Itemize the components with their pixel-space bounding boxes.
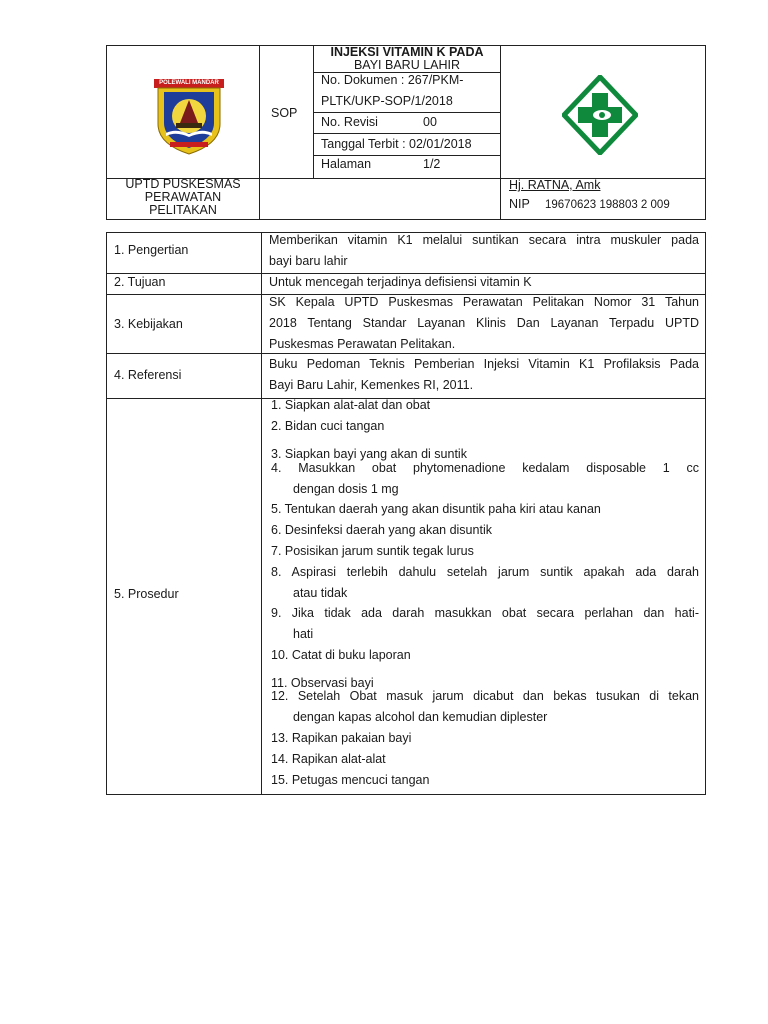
- procedure-step-14: 14. Rapikan alat-alat: [271, 752, 386, 766]
- procedure-step-4-line1: 4. Masukkan obat phytomenadione kedalam disposable 1 cc: [271, 461, 699, 475]
- document-number-line2: PLTK/UKP-SOP/1/2018: [321, 94, 453, 108]
- org-name-line2: PERAWATAN: [144, 190, 222, 204]
- procedure-step-2: 2. Bidan cuci tangan: [271, 419, 385, 433]
- procedure-step-4-line2: dengan dosis 1 mg: [293, 482, 399, 496]
- procedure-step-5: 5. Tentukan daerah yang akan disuntik paha kiri atau kanan: [271, 502, 601, 516]
- procedure-step-3: 3. Siapkan bayi yang akan di suntik: [271, 447, 467, 461]
- kebijakan-text-line3: Puskesmas Perawatan Pelitakan.: [269, 337, 456, 351]
- pengertian-text-line1: Memberikan vitamin K1 melalui suntikan secara intra muskuler pada: [269, 233, 699, 247]
- procedure-step-8-line2: atau tidak: [293, 586, 348, 600]
- row-label-prosedur: 5. Prosedur: [114, 587, 179, 601]
- page-value: 1/2: [423, 157, 441, 171]
- procedure-step-12-line2: dengan kapas alcohol dan kemudian diplester: [293, 710, 548, 724]
- org-name-line3: PELITAKAN: [149, 203, 217, 217]
- procedure-step-9-line2: hati: [293, 627, 314, 641]
- procedure-step-15: 15. Petugas mencuci tangan: [271, 773, 430, 787]
- puskesmas-logo: [562, 75, 638, 155]
- document-title-line1: INJEKSI VITAMIN K PADA: [330, 45, 484, 59]
- sop-label: SOP: [271, 106, 298, 120]
- procedure-step-10: 10. Catat di buku laporan: [271, 648, 411, 662]
- procedure-step-7: 7. Posisikan jarum suntik tegak lurus: [271, 544, 474, 558]
- page-label: Halaman: [321, 157, 372, 171]
- row-label-pengertian: 1. Pengertian: [114, 243, 189, 257]
- referensi-text-line1: Buku Pedoman Teknis Pemberian Injeksi Vitamin K1 Profilaksis Pada: [269, 357, 699, 371]
- procedure-step-1: 1. Siapkan alat-alat dan obat: [271, 398, 431, 412]
- row-label-kebijakan: 3. Kebijakan: [114, 317, 183, 331]
- procedure-step-9-line1: 9. Jika tidak ada darah masukkan obat secara perlahan dan hati-: [271, 606, 699, 620]
- kebijakan-text-line1: SK Kepala UPTD Puskesmas Perawatan Pelitakan Nomor 31 Tahun: [269, 295, 699, 309]
- org-name-line1: UPTD PUSKESMAS: [125, 177, 241, 191]
- row-label-referensi: 4. Referensi: [114, 368, 182, 382]
- row-label-tujuan: 2. Tujuan: [114, 275, 166, 289]
- document-title-line2: BAYI BARU LAHIR: [353, 58, 461, 72]
- procedure-step-13: 13. Rapikan pakaian bayi: [271, 731, 412, 745]
- nip-label: NIP: [509, 197, 530, 211]
- procedure-step-12-line1: 12. Setelah Obat masuk jarum dicabut dan bekas tusukan di tekan: [271, 689, 699, 703]
- regency-crest-logo: [152, 78, 226, 156]
- referensi-text-line2: Bayi Baru Lahir, Kemenkes RI, 2011.: [269, 378, 474, 392]
- nip-value: 19670623 198803 2 009: [545, 199, 670, 211]
- kebijakan-text-line2: 2018 Tentang Standar Layanan Klinis Dan Layanan Terpadu UPTD: [269, 316, 699, 330]
- procedure-step-6: 6. Desinfeksi daerah yang akan disuntik: [271, 523, 492, 537]
- procedure-step-8-line1: 8. Aspirasi terlebih dahulu setelah jarum suntik apakah ada darah: [271, 565, 699, 579]
- document-number-line1: No. Dokumen : 267/PKM-: [321, 73, 464, 87]
- tujuan-text: Untuk mencegah terjadinya defisiensi vitamin K: [269, 275, 532, 289]
- signer-name: Hj. RATNA, Amk: [509, 178, 601, 192]
- issue-date: Tanggal Terbit : 02/01/2018: [321, 137, 472, 151]
- procedure-step-11: 11. Observasi bayi: [271, 676, 374, 690]
- revision-label: No. Revisi: [321, 115, 378, 129]
- pengertian-text-line2: bayi baru lahir: [269, 254, 348, 268]
- revision-value: 00: [423, 115, 437, 129]
- crest-banner-text: POLEWALI MANDAR: [159, 80, 219, 86]
